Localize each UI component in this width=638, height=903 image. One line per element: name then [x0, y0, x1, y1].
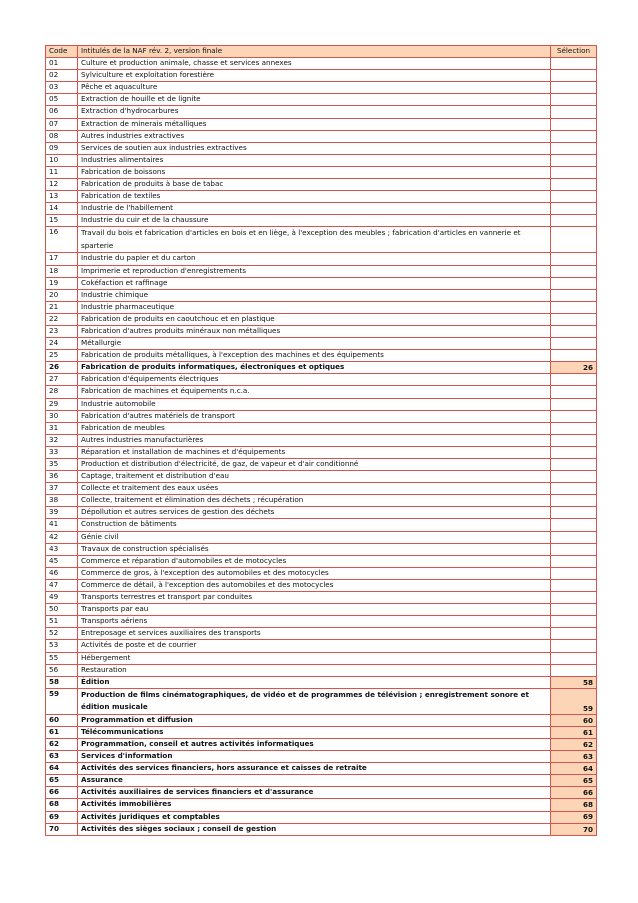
- table-row: [46, 313, 597, 325]
- table-row: [46, 434, 597, 446]
- table-row: [46, 70, 597, 82]
- table-row: [46, 106, 597, 118]
- row-label: Assurance: [78, 775, 551, 787]
- row-label: Édition: [78, 676, 551, 688]
- row-label: Fabrication de produits métalliques, à l'exception des machines et des équipements: [78, 350, 551, 362]
- row-selection: [551, 130, 597, 142]
- row-code: 50: [46, 604, 78, 616]
- row-code: 20: [46, 289, 78, 301]
- row-code: 49: [46, 592, 78, 604]
- row-code: 23: [46, 325, 78, 337]
- row-label: Industrie pharmaceutique: [78, 301, 551, 313]
- row-selection: 68: [551, 799, 597, 811]
- table-row: [46, 714, 597, 726]
- row-code: 42: [46, 531, 78, 543]
- table-row: [46, 787, 597, 799]
- row-selection: [551, 374, 597, 386]
- row-code: 25: [46, 350, 78, 362]
- table-row: [46, 338, 597, 350]
- row-selection: [551, 579, 597, 591]
- row-selection: [551, 58, 597, 70]
- row-label: Collecte, traitement et élimination des déchets ; récupération: [78, 495, 551, 507]
- row-selection: 64: [551, 763, 597, 775]
- row-code: 51: [46, 616, 78, 628]
- row-selection: [551, 592, 597, 604]
- row-selection: [551, 215, 597, 227]
- table-row: [46, 799, 597, 811]
- row-label: Production et distribution d'électricité, de gaz, de vapeur et d'air conditionné: [78, 459, 551, 471]
- table-row: [46, 483, 597, 495]
- row-code: 47: [46, 579, 78, 591]
- row-label: Transports par eau: [78, 604, 551, 616]
- row-selection: [551, 640, 597, 652]
- row-code: 52: [46, 628, 78, 640]
- row-selection: [551, 495, 597, 507]
- table-row: [46, 616, 597, 628]
- row-selection: 66: [551, 787, 597, 799]
- row-label: Extraction de houille et de lignite: [78, 94, 551, 106]
- row-selection: 69: [551, 811, 597, 823]
- table-row: [46, 166, 597, 178]
- row-label: Commerce de gros, à l'exception des automobiles et des motocycles: [78, 567, 551, 579]
- row-label: Fabrication d'autres matériels de transport: [78, 410, 551, 422]
- table-row: [46, 118, 597, 130]
- row-label: Activités de poste et de courrier: [78, 640, 551, 652]
- row-label: Fabrication de boissons: [78, 166, 551, 178]
- row-code: 33: [46, 446, 78, 458]
- row-label: Fabrication d'équipements électriques: [78, 374, 551, 386]
- table-row: [46, 495, 597, 507]
- row-label: Travaux de construction spécialisés: [78, 543, 551, 555]
- table-row: [46, 531, 597, 543]
- row-label: Programmation, conseil et autres activités informatiques: [78, 738, 551, 750]
- table-row: [46, 422, 597, 434]
- table-row: [46, 763, 597, 775]
- table-row: [46, 519, 597, 531]
- table-row: [46, 751, 597, 763]
- row-code: 56: [46, 664, 78, 676]
- row-selection: [551, 543, 597, 555]
- table-row: [46, 374, 597, 386]
- row-selection: [551, 398, 597, 410]
- row-code: 11: [46, 166, 78, 178]
- row-label: Fabrication de produits informatiques, électroniques et optiques: [78, 362, 551, 374]
- row-label: Autres industries extractives: [78, 130, 551, 142]
- row-label: Réparation et installation de machines et d'équipements: [78, 446, 551, 458]
- header-label: Intitulés de la NAF rév. 2, version finale: [78, 46, 551, 58]
- row-code: 03: [46, 82, 78, 94]
- table-row: [46, 640, 597, 652]
- row-label: Culture et production animale, chasse et services annexes: [78, 58, 551, 70]
- table-row: [46, 227, 597, 253]
- table-row: [46, 325, 597, 337]
- table-row: [46, 253, 597, 265]
- row-code: 21: [46, 301, 78, 313]
- row-code: 22: [46, 313, 78, 325]
- row-label: Hébergement: [78, 652, 551, 664]
- row-code: 59: [46, 688, 78, 714]
- row-selection: [551, 227, 597, 253]
- table-row: [46, 301, 597, 313]
- row-selection: [551, 386, 597, 398]
- table-row: [46, 507, 597, 519]
- table-row: [46, 471, 597, 483]
- table-row: [46, 179, 597, 191]
- table-row: [46, 688, 597, 714]
- row-code: 15: [46, 215, 78, 227]
- table-row: [46, 215, 597, 227]
- table-row: [46, 82, 597, 94]
- row-code: 39: [46, 507, 78, 519]
- row-code: 69: [46, 811, 78, 823]
- row-selection: [551, 253, 597, 265]
- row-selection: [551, 154, 597, 166]
- table-row: [46, 811, 597, 823]
- row-code: 27: [46, 374, 78, 386]
- row-code: 41: [46, 519, 78, 531]
- row-label: Cokéfaction et raffinage: [78, 277, 551, 289]
- row-label: Fabrication de meubles: [78, 422, 551, 434]
- row-selection: 60: [551, 714, 597, 726]
- row-code: 08: [46, 130, 78, 142]
- row-selection: [551, 179, 597, 191]
- table-row: [46, 289, 597, 301]
- table-row: [46, 386, 597, 398]
- row-label: Pêche et aquaculture: [78, 82, 551, 94]
- table-row: [46, 154, 597, 166]
- row-label: Commerce de détail, à l'exception des automobiles et des motocycles: [78, 579, 551, 591]
- table-row: [46, 628, 597, 640]
- row-selection: [551, 531, 597, 543]
- row-code: 64: [46, 763, 78, 775]
- row-label: Activités des sièges sociaux ; conseil de gestion: [78, 823, 551, 835]
- row-selection: [551, 277, 597, 289]
- row-code: 10: [46, 154, 78, 166]
- row-code: 09: [46, 142, 78, 154]
- row-code: 12: [46, 179, 78, 191]
- row-label: Industrie de l'habillement: [78, 203, 551, 215]
- row-label: Extraction de minerais métalliques: [78, 118, 551, 130]
- row-selection: [551, 519, 597, 531]
- row-code: 16: [46, 227, 78, 253]
- row-label: Construction de bâtiments: [78, 519, 551, 531]
- table-row: [46, 398, 597, 410]
- row-selection: [551, 567, 597, 579]
- row-selection: [551, 142, 597, 154]
- row-selection: [551, 446, 597, 458]
- row-code: 45: [46, 555, 78, 567]
- row-label: Fabrication d'autres produits minéraux non métalliques: [78, 325, 551, 337]
- table-row: [46, 362, 597, 374]
- row-label: Fabrication de produits à base de tabac: [78, 179, 551, 191]
- row-label: Travail du bois et fabrication d'articles en bois et en liège, à l'exception des meubles ; fabrication d'articles en vannerie et sparterie: [78, 227, 551, 253]
- row-code: 28: [46, 386, 78, 398]
- row-selection: [551, 203, 597, 215]
- row-selection: [551, 338, 597, 350]
- row-code: 43: [46, 543, 78, 555]
- table-row: [46, 676, 597, 688]
- row-code: 32: [46, 434, 78, 446]
- table-row: [46, 604, 597, 616]
- row-selection: [551, 106, 597, 118]
- row-selection: [551, 652, 597, 664]
- row-label: Production de films cinématographiques, de vidéo et de programmes de télévision ; enregistrement sonore et édition musicale: [78, 688, 551, 714]
- row-selection: [551, 604, 597, 616]
- row-selection: [551, 628, 597, 640]
- row-code: 31: [46, 422, 78, 434]
- row-code: 65: [46, 775, 78, 787]
- row-code: 63: [46, 751, 78, 763]
- table-row: [46, 823, 597, 835]
- row-code: 14: [46, 203, 78, 215]
- row-code: 05: [46, 94, 78, 106]
- row-code: 60: [46, 714, 78, 726]
- table-row: [46, 130, 597, 142]
- table-row: [46, 203, 597, 215]
- row-selection: 70: [551, 823, 597, 835]
- table-row: [46, 191, 597, 203]
- table-row: [46, 579, 597, 591]
- row-code: 17: [46, 253, 78, 265]
- row-selection: [551, 422, 597, 434]
- row-selection: [551, 82, 597, 94]
- row-label: Dépollution et autres services de gestion des déchets: [78, 507, 551, 519]
- row-selection: [551, 434, 597, 446]
- row-selection: 65: [551, 775, 597, 787]
- row-label: Transports aériens: [78, 616, 551, 628]
- row-selection: [551, 350, 597, 362]
- table-row: [46, 738, 597, 750]
- row-selection: [551, 325, 597, 337]
- row-selection: 26: [551, 362, 597, 374]
- row-code: 18: [46, 265, 78, 277]
- row-selection: [551, 507, 597, 519]
- row-code: 13: [46, 191, 78, 203]
- row-selection: [551, 70, 597, 82]
- row-label: Fabrication de machines et équipements n.c.a.: [78, 386, 551, 398]
- row-label: Sylviculture et exploitation forestière: [78, 70, 551, 82]
- row-label: Commerce et réparation d'automobiles et de motocycles: [78, 555, 551, 567]
- row-label: Extraction d'hydrocarbures: [78, 106, 551, 118]
- row-selection: 61: [551, 726, 597, 738]
- row-selection: 62: [551, 738, 597, 750]
- row-selection: [551, 313, 597, 325]
- table-header-row: [46, 46, 597, 58]
- row-selection: [551, 301, 597, 313]
- row-label: Industrie automobile: [78, 398, 551, 410]
- table-row: [46, 664, 597, 676]
- row-label: Industrie chimique: [78, 289, 551, 301]
- row-selection: [551, 265, 597, 277]
- row-label: Fabrication de produits en caoutchouc et en plastique: [78, 313, 551, 325]
- table-row: [46, 142, 597, 154]
- row-label: Programmation et diffusion: [78, 714, 551, 726]
- table-row: [46, 567, 597, 579]
- row-selection: [551, 664, 597, 676]
- row-code: 36: [46, 471, 78, 483]
- table-row: [46, 58, 597, 70]
- table-row: [46, 446, 597, 458]
- row-code: 46: [46, 567, 78, 579]
- row-label: Restauration: [78, 664, 551, 676]
- row-label: Télécommunications: [78, 726, 551, 738]
- row-code: 24: [46, 338, 78, 350]
- row-selection: [551, 410, 597, 422]
- row-code: 66: [46, 787, 78, 799]
- row-label: Activités auxiliaires de services financiers et d'assurance: [78, 787, 551, 799]
- row-code: 53: [46, 640, 78, 652]
- row-selection: [551, 483, 597, 495]
- row-label: Autres industries manufacturières: [78, 434, 551, 446]
- row-selection: 63: [551, 751, 597, 763]
- table-row: [46, 94, 597, 106]
- row-selection: [551, 191, 597, 203]
- row-code: 29: [46, 398, 78, 410]
- row-selection: 58: [551, 676, 597, 688]
- row-code: 68: [46, 799, 78, 811]
- table-row: [46, 410, 597, 422]
- header-selection: Sélection: [551, 46, 597, 58]
- row-code: 35: [46, 459, 78, 471]
- row-selection: [551, 616, 597, 628]
- row-code: 26: [46, 362, 78, 374]
- row-label: Industrie du cuir et de la chaussure: [78, 215, 551, 227]
- row-label: Imprimerie et reproduction d'enregistrements: [78, 265, 551, 277]
- row-code: 30: [46, 410, 78, 422]
- row-code: 70: [46, 823, 78, 835]
- row-code: 37: [46, 483, 78, 495]
- row-code: 55: [46, 652, 78, 664]
- row-label: Industries alimentaires: [78, 154, 551, 166]
- row-code: 19: [46, 277, 78, 289]
- row-label: Génie civil: [78, 531, 551, 543]
- row-label: Services de soutien aux industries extractives: [78, 142, 551, 154]
- table-row: [46, 726, 597, 738]
- row-selection: [551, 459, 597, 471]
- row-code: 61: [46, 726, 78, 738]
- naf-table: [45, 45, 597, 836]
- row-label: Métallurgie: [78, 338, 551, 350]
- row-label: Entreposage et services auxiliaires des transports: [78, 628, 551, 640]
- row-code: 38: [46, 495, 78, 507]
- row-label: Transports terrestres et transport par conduites: [78, 592, 551, 604]
- table-row: [46, 775, 597, 787]
- row-code: 01: [46, 58, 78, 70]
- row-selection: [551, 471, 597, 483]
- table-row: [46, 459, 597, 471]
- table-row: [46, 543, 597, 555]
- row-selection: [551, 289, 597, 301]
- row-code: 58: [46, 676, 78, 688]
- row-selection: [551, 118, 597, 130]
- table-row: [46, 277, 597, 289]
- row-selection: [551, 166, 597, 178]
- row-label: Activités des services financiers, hors assurance et caisses de retraite: [78, 763, 551, 775]
- row-code: 07: [46, 118, 78, 130]
- row-code: 62: [46, 738, 78, 750]
- row-label: Services d'information: [78, 751, 551, 763]
- row-code: 06: [46, 106, 78, 118]
- row-selection: [551, 555, 597, 567]
- row-selection: [551, 94, 597, 106]
- row-selection: 59: [551, 688, 597, 714]
- row-label: Activités immobilières: [78, 799, 551, 811]
- row-label: Collecte et traitement des eaux usées: [78, 483, 551, 495]
- table-row: [46, 265, 597, 277]
- table-row: [46, 555, 597, 567]
- row-code: 02: [46, 70, 78, 82]
- row-label: Fabrication de textiles: [78, 191, 551, 203]
- row-label: Activités juridiques et comptables: [78, 811, 551, 823]
- row-label: Captage, traitement et distribution d'eau: [78, 471, 551, 483]
- table-row: [46, 350, 597, 362]
- table-body: [46, 58, 597, 836]
- row-label: Industrie du papier et du carton: [78, 253, 551, 265]
- table-row: [46, 652, 597, 664]
- header-code: Code: [46, 46, 78, 58]
- table-row: [46, 592, 597, 604]
